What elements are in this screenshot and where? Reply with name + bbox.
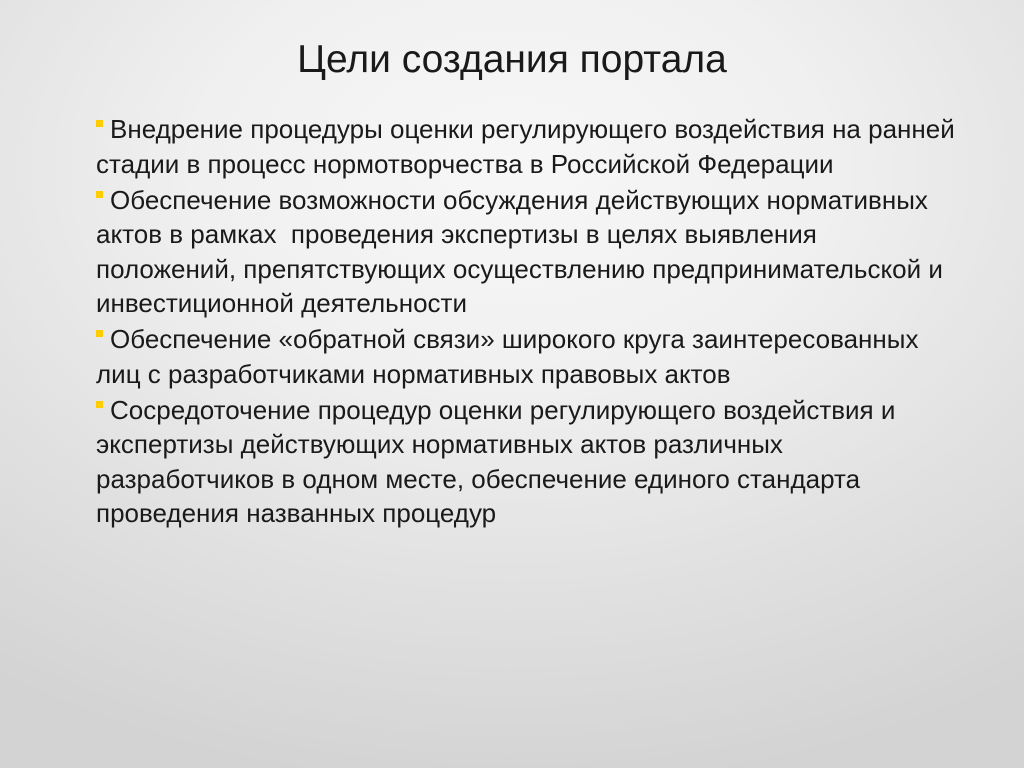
list-item-text: Внедрение процедуры оценки регулирующего воздействия на ранней стадии в процесс нормотворчества в Российской Федерации bbox=[96, 114, 955, 179]
square-bullet-icon bbox=[96, 191, 103, 198]
list-item bbox=[96, 183, 956, 321]
square-bullet-icon bbox=[96, 330, 103, 337]
goals-list bbox=[96, 112, 956, 532]
list-item-text: Обеспечение возможности обсуждения действующих нормативных актов в рамках проведения экспертизы в целях выявления положений, препятствующих осуществлению предпринимательской и инвестиционной деятельности bbox=[96, 184, 951, 318]
list-item bbox=[96, 393, 956, 531]
square-bullet-icon bbox=[96, 401, 103, 408]
list-item-text: Сосредоточение процедур оценки регулирующего воздействия и экспертизы действующих нормативных актов различных разработчиков в одном месте, обеспечение единого стандарта проведения названных процедур bbox=[96, 394, 896, 528]
slide-title: Цели создания портала bbox=[297, 38, 727, 81]
list-item bbox=[96, 322, 956, 391]
square-bullet-icon bbox=[96, 120, 103, 127]
list-item-text: Обеспечение «обратной связи» широкого круга заинтересованных лиц с разработчиками нормативных правовых актов bbox=[96, 324, 919, 389]
list-item bbox=[96, 112, 956, 181]
